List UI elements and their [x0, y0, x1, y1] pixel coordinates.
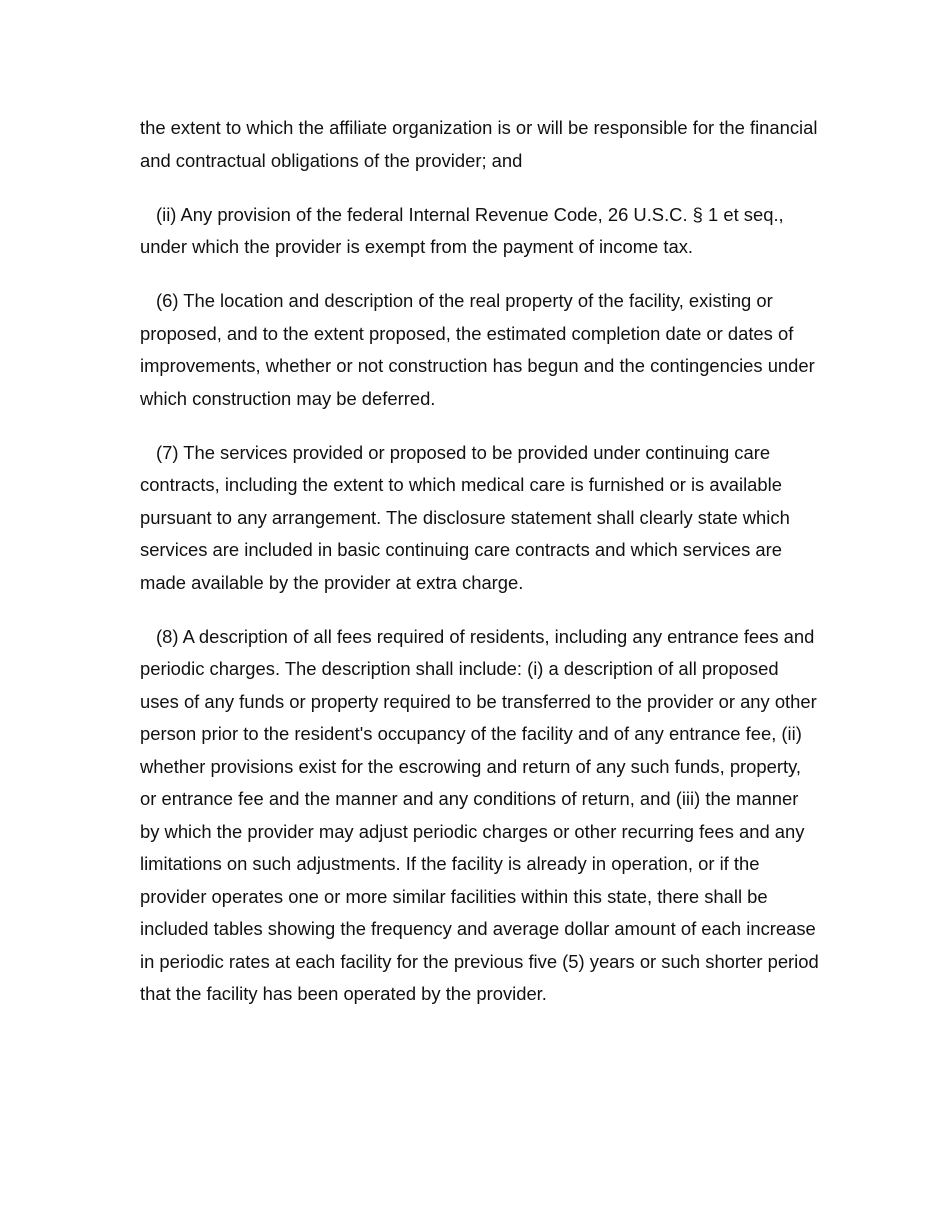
paragraph-ii-tax-exemption: (ii) Any provision of the federal Internal Revenue Code, 26 U.S.C. § 1 et seq., under which the provider is exempt from the payment of income tax.	[140, 203, 784, 257]
document-page	[140, 112, 820, 1032]
paragraph-6-real-property: (6) The location and description of the real property of the facility, existing or proposed, and to the extent proposed, the estimated completion date or dates of improvements, whether or not construction has begun and the contingencies under which construction may be deferred.	[140, 290, 815, 409]
paragraph-continued: the extent to which the affiliate organization is or will be responsible for the financial and contractual obligations of the provider; and	[140, 117, 818, 171]
paragraph-8-fees: (8) A description of all fees required of residents, including any entrance fees and periodic charges. The description shall include: (i) a description of all proposed uses of any funds or property required to be transferred to the provider or any other person prior to the resident's occupancy of the facility and of any entrance fee, (ii) whether provisions exist for the escrowing and return of any such funds, property, or entrance fee and the manner and any conditions of return, and (iii) the manner by which the provider may adjust periodic charges or other recurring fees and any limitations on such adjustments. If the facility is already in operation, or if the provider operates one or more similar facilities within this state, there shall be included tables showing the frequency and average dollar amount of each increase in periodic rates at each facility for the previous five (5) years or such shorter period that the facility has been operated by the provider.	[140, 625, 819, 1004]
paragraph-7-services: (7) The services provided or proposed to be provided under continuing care contracts, including the extent to which medical care is furnished or is available pursuant to any arrangement. The disclosure statement shall clearly state which services are included in basic continuing care contracts and which services are made available by the provider at extra charge.	[140, 441, 790, 593]
